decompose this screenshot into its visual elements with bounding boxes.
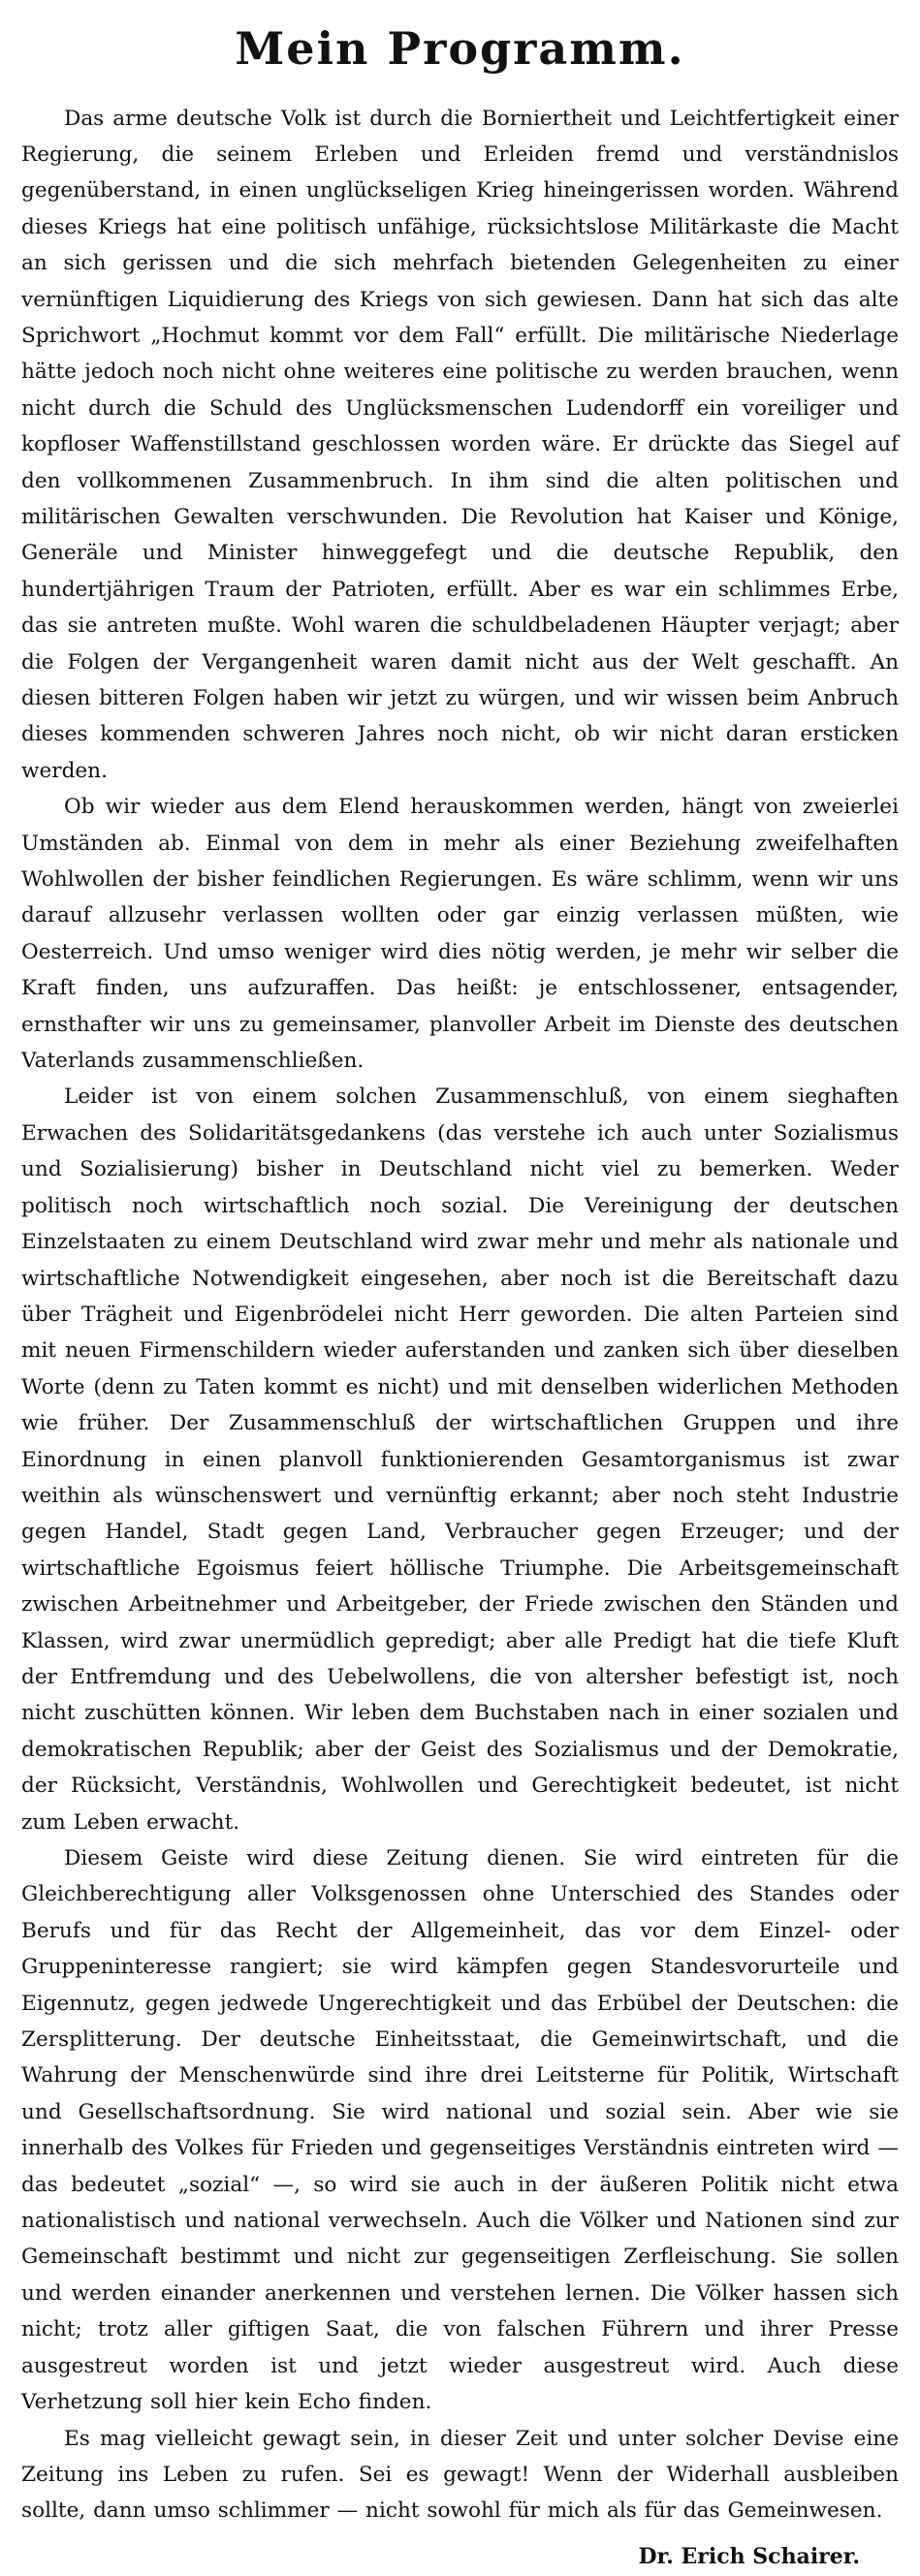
paragraph-2: Ob wir wieder aus dem Elend herauskommen werden, hängt von zweierlei Umständen ab. Einmal von dem in mehr als einer Beziehung zweifelhaften Wohlwollen der bisher feindlichen Regierungen. Es wäre schlimm, wenn wir uns darauf allzusehr verlassen wollten oder gar einzig verlassen müßten, wie Oesterreich. Und umso weniger wird dies nötig werden, je mehr wir selber die Kraft finden, uns aufzuraffen. Das heißt: je entschlossener, entsagender, ernsthafter wir uns zu gemeinsamer, planvoller Arbeit im Dienste des deutschen Vaterlands zusammenschließen.: [21, 795, 899, 1074]
paragraph-5: Es mag vielleicht gewagt sein, in dieser Zeit und unter solcher Devise eine Zeitung ins Leben zu rufen. Sei es gewagt! Wenn der Widerhall ausbleiben sollte, dann umso schlimmer — nicht sowohl für mich als für das Gemeinwesen.: [21, 2426, 899, 2524]
paragraph-1: Das arme deutsche Volk ist durch die Borniertheit und Leichtfertigkeit einer Regierung, die seinem Erleben und Erleiden fremd und verständnislos gegenüberstand, in einen unglückseligen Krieg hineingerissen worden. Während dieses Kriegs hat eine politisch unfähige, rücksichtslose Militärkaste die Macht an sich gerissen und die sich mehrfach bietenden Gelegenheiten zu einer vernünftigen Liquidierung des Kriegs von sich gewiesen. Dann hat sich das alte Sprichwort „Hochmut kommt vor dem Fall“ erfüllt. Die militärische Niederlage hätte jedoch noch nicht ohne weiteres eine politische zu werden brauchen, wenn nicht durch die Schuld des Unglücksmenschen Ludendorff ein voreiliger und kopfloser Waffenstillstand geschlossen worden wäre. Er drückte das Siegel auf den vollkommenen Zusammenbruch. In ihm sind die alten politischen und militärischen Gewalten verschwunden. Die Revolution hat Kaiser und Könige, Generäle und Minister hinweggefegt und die deutsche Republik, den hundertjährigen Traum der Patrioten, erfüllt. Aber es war ein schlimmes Erbe, das sie antreten mußte. Wohl waren die schuldbeladenen Häupter verjagt; aber die Folgen der Vergangenheit waren damit nicht aus der Welt geschafft. An diesen bitteren Folgen haben wir jetzt zu würgen, und wir wissen beim Anbruch dieses kommenden schweren Jahres noch nicht, ob wir nicht daran ersticken werden.: [21, 106, 899, 783]
author-signature: Dr. Erich Schairer.: [638, 2543, 860, 2569]
paragraph-3: Leider ist von einem solchen Zusammenschluß, von einem sieghaften Erwachen des Solidaritätsgedankens (das verstehe ich auch unter Sozialismus und Sozialisierung) bisher in Deutschland nicht viel zu bemerken. Weder politisch noch wirtschaftlich noch sozial. Die Vereinigung der deutschen Einzelstaaten zu einem Deutschland wird zwar mehr und mehr als nationale und wirtschaftliche Notwendigkeit eingesehen, aber noch ist die Bereitschaft dazu über Trägheit und Eigenbrödelei nicht Herr geworden. Die alten Parteien sind mit neuen Firmenschildern wieder auferstanden und zanken sich über dieselben Worte (denn zu Taten kommt es nicht) und mit denselben widerlichen Methoden wie früher. Der Zusammenschluß der wirtschaftlichen Gruppen und ihre Einordnung in einen planvoll funktionierenden Gesamtorganismus ist zwar weithin als wünschenswert und vernünftig erkannt; aber noch steht Industrie gegen Handel, Stadt gegen Land, Verbraucher gegen Erzeuger; und der wirtschaftliche Egoismus feiert höllische Triumphe. Die Arbeitsgemeinschaft zwischen Arbeitnehmer und Arbeitgeber, der Friede zwischen den Ständen und Klassen, wird zwar unermüdlich gepredigt; aber alle Predigt hat die tiefe Kluft der Entfremdung und des Uebelwollens, die von altersher befestigt ist, noch nicht zuschütten können. Wir leben dem Buchstaben nach in einer sozialen und demokratischen Republik; aber der Geist des Sozialismus und der Demokratie, der Rücksicht, Verständnis, Wohlwollen und Gerechtigkeit bedeutet, ist nicht zum Leben erwacht.: [21, 1084, 899, 1835]
article-body: [21, 101, 899, 2529]
article-title: Mein Programm.: [235, 22, 685, 75]
paragraph-4: Diesem Geiste wird diese Zeitung dienen. Sie wird eintreten für die Gleichberechtigung aller Volksgenossen ohne Unterschied des Standes oder Berufs und für das Recht der Allgemeinheit, das vor dem Einzel- oder Gruppeninteresse rangiert; sie wird kämpfen gegen Standesvorurteile und Eigennutz, gegen jedwede Ungerechtigkeit und das Erbübel der Deutschen: die Zersplitterung. Der deutsche Einheitsstaat, die Gemeinwirtschaft, und die Wahrung der Menschenwürde sind ihre drei Leitsterne für Politik, Wirtschaft und Gesellschaftsordnung. Sie wird national und sozial sein. Aber wie sie innerhalb des Volkes für Frieden und gegenseitiges Verständnis eintreten wird — das bedeutet „sozial“ —, so wird sie auch in der äußeren Politik nicht etwa nationalistisch und national verwechseln. Auch die Völker und Nationen sind zur Gemeinschaft bestimmt und nicht zur gegenseitigen Zerfleischung. Sie sollen und werden einander anerkennen und verstehen lernen. Die Völker hassen sich nicht; trotz aller giftigen Saat, die von falschen Führern und ihrer Presse ausgestreut worden ist und jetzt wieder ausgestreut wird. Auch diese Verhetzung soll hier kein Echo finden.: [21, 1846, 899, 2415]
